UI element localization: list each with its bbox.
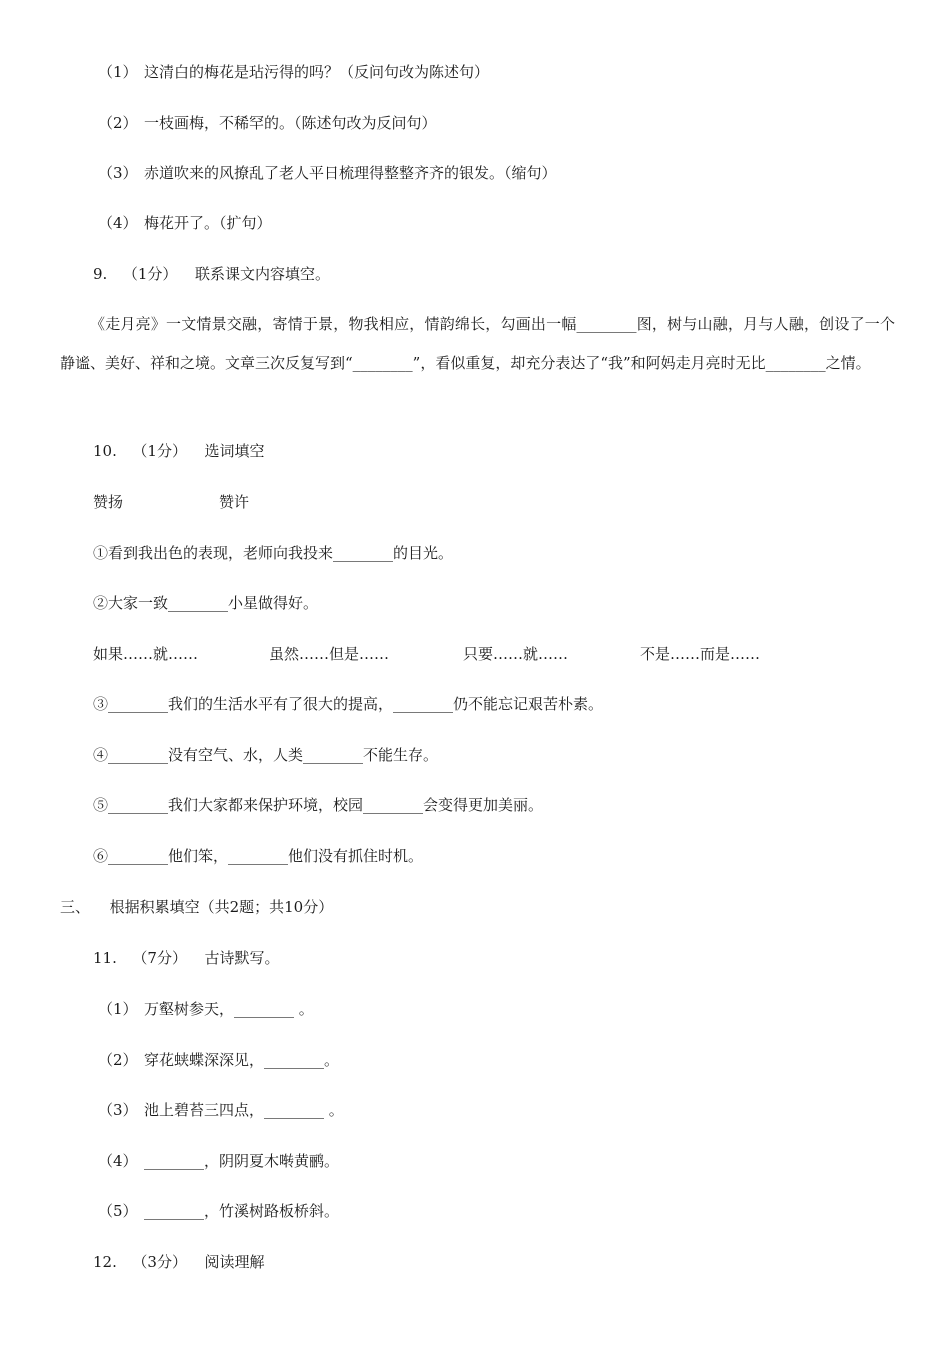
q11-item-3-text: 池上碧苔三四点，________ 。 <box>144 1101 344 1119</box>
q10-word-1: 赞扬 <box>93 493 124 511</box>
q11-number: 11. <box>93 949 117 967</box>
q8-item-2-text: 一枝画梅，不稀罕的。（陈述句改为反问句） <box>144 114 437 132</box>
q10-word-choices-1 <box>93 492 249 512</box>
q8-item-3-text: 赤道吹来的风撩乱了老人平日梳理得整整齐齐的银发。（缩句） <box>144 164 557 182</box>
q10-conj-2: 虽然……但是…… <box>269 645 390 663</box>
q8-item-4-text: 梅花开了。（扩句） <box>144 214 272 232</box>
q11-item-1-num: （1） <box>98 1000 138 1018</box>
q11-item-5-text: ________，竹溪树路板桥斜。 <box>144 1202 340 1220</box>
q11-item-4-num: （4） <box>98 1152 138 1170</box>
q10-sentence-4: ④________没有空气、水，人类________不能生存。 <box>93 746 439 764</box>
q12-title: 阅读理解 <box>204 1253 265 1271</box>
q9-number: 9. <box>93 265 108 283</box>
q10-title: 选词填空 <box>204 442 265 460</box>
q8-item-2-num: （2） <box>98 114 138 132</box>
q10-word-2: 赞许 <box>219 493 250 511</box>
q8-item-1-num: （1） <box>98 63 138 81</box>
q10-conj-4: 不是……而是…… <box>640 645 761 663</box>
q11-item-5-num: （5） <box>98 1202 138 1220</box>
q9-title: 联系课文内容填空。 <box>194 265 330 283</box>
q11-item-4 <box>98 1151 339 1171</box>
q9-paragraph: 《走月亮》一文情景交融，寄情于景，物我相应，情韵绵长，勾画出一幅________图，树与山融，月与人融，创设了一个静谧、美好、祥和之境。文章三次反复写到“________”，看似重复，却充分表达了“我”和阿妈走月亮时无比________之情。 <box>60 315 895 372</box>
q11-header <box>93 948 280 968</box>
q11-title: 古诗默写。 <box>204 949 280 967</box>
section-3-title: 根据积累填空（共2题；共10分） <box>109 898 334 916</box>
q11-item-3 <box>98 1100 344 1120</box>
q11-score: （7分） <box>132 949 187 967</box>
q12-score: （3分） <box>132 1253 187 1271</box>
q8-item-1 <box>98 62 489 82</box>
q10-sentence-3: ③________我们的生活水平有了很大的提高，________仍不能忘记艰苦朴素。 <box>93 695 604 713</box>
q8-item-4 <box>98 213 272 233</box>
q9-header <box>93 264 330 284</box>
q11-item-1-text: 万壑树参天，________ 。 <box>144 1000 314 1018</box>
q10-conj-1: 如果……就…… <box>93 645 199 663</box>
q11-item-2 <box>98 1050 339 1070</box>
q8-item-1-text: 这清白的梅花是玷污得的吗？（反问句改为陈述句） <box>144 63 490 81</box>
q11-item-2-text: 穿花蛱蝶深深见，________。 <box>144 1051 340 1069</box>
q11-item-1 <box>98 999 314 1019</box>
q8-item-4-num: （4） <box>98 214 138 232</box>
q11-item-4-text: ________，阴阴夏木啭黄鹂。 <box>144 1152 340 1170</box>
q10-sentence-1: ①看到我出色的表现，老师向我投来________的目光。 <box>93 544 454 562</box>
q11-item-3-num: （3） <box>98 1101 138 1119</box>
q10-sentence-2: ②大家一致________小星做得好。 <box>93 594 319 612</box>
section-3-label: 三、 <box>60 898 91 916</box>
q12-header <box>93 1252 265 1272</box>
q10-word-choices-2 <box>93 644 760 664</box>
q10-conj-3: 只要……就…… <box>463 645 569 663</box>
q10-header <box>93 441 265 461</box>
q10-score: （1分） <box>132 442 187 460</box>
q8-item-3-num: （3） <box>98 164 138 182</box>
q11-item-2-num: （2） <box>98 1051 138 1069</box>
q12-number: 12. <box>93 1253 117 1271</box>
q8-item-3 <box>98 163 557 183</box>
section-3-heading <box>60 897 333 917</box>
q11-item-5 <box>98 1201 339 1221</box>
q9-score: （1分） <box>122 265 178 283</box>
q10-sentence-6: ⑥________他们笨，________他们没有抓住时机。 <box>93 847 424 865</box>
q10-sentence-5: ⑤________我们大家都来保护环境，校园________会变得更加美丽。 <box>93 796 544 814</box>
q8-item-2 <box>98 113 437 133</box>
q10-number: 10. <box>93 442 117 460</box>
